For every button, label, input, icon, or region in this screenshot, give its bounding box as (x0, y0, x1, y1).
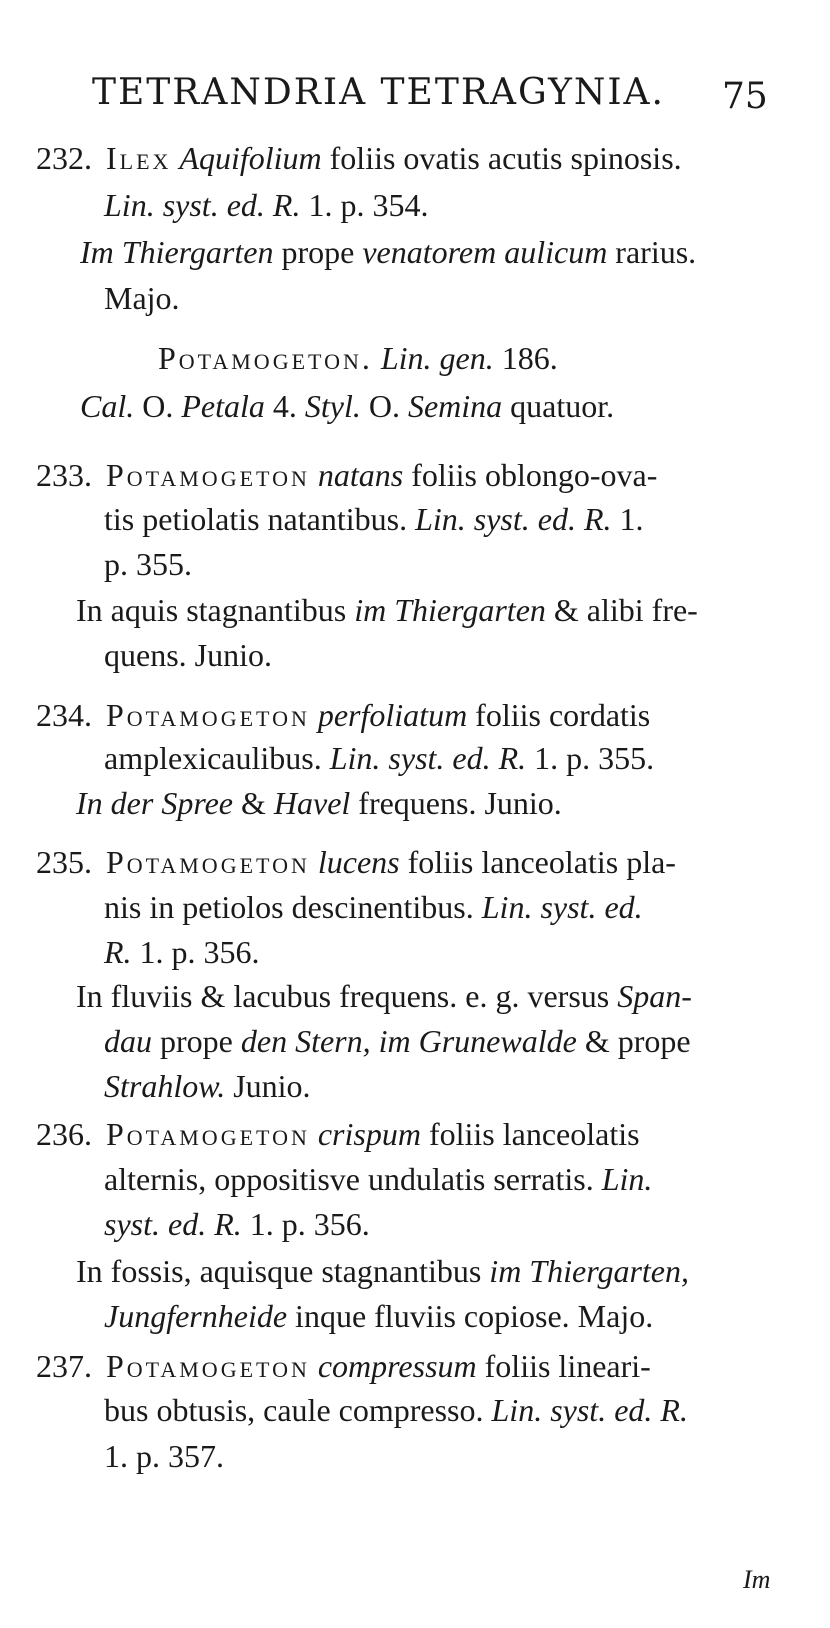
text-segment: rarius. (607, 234, 697, 270)
italic-text: R. (104, 934, 132, 970)
text-segment: alternis, oppositisve undulatis serratis. (104, 1161, 602, 1197)
entry-1-line-1 (80, 386, 614, 426)
italic-text: Lin. (601, 1161, 653, 1197)
italic-text: Lin. syst. ed. R. (104, 187, 301, 223)
entry-4-line-4 (104, 1021, 691, 1061)
italic-text: Im Thiergarten (80, 234, 274, 270)
text-segment: 186. (493, 340, 558, 376)
text-segment: foliis ovatis acutis spinosis. (321, 140, 682, 176)
text-segment: foliis lineari- (476, 1348, 651, 1384)
entry-4-line-2 (104, 932, 260, 972)
italic-text: Jungfernheide (104, 1298, 288, 1334)
entry-number: 236. (36, 1116, 92, 1152)
text-segment (373, 340, 381, 376)
text-segment (310, 1116, 318, 1152)
genus-name: Potamogeton (106, 844, 310, 880)
text-segment: O. (134, 388, 182, 424)
italic-text: Lin. syst. ed. R. (415, 501, 612, 537)
text-segment (310, 457, 318, 493)
text-segment: frequens. Junio. (350, 785, 562, 821)
entry-5-line-3 (76, 1251, 689, 1291)
italic-text: venatorem aulicum (362, 234, 608, 270)
italic-text: im Thiergarten (354, 592, 546, 628)
italic-text: Cal. (80, 388, 135, 424)
entry-5-line-2 (104, 1204, 370, 1244)
text-segment: 1. (611, 501, 644, 537)
entry-5-line-4 (104, 1296, 653, 1336)
entry-3-line-0 (36, 695, 650, 735)
italic-text: Havel (273, 785, 351, 821)
text-segment: Junio. (225, 1068, 311, 1104)
italic-text: Lin. syst. ed. R. (329, 740, 527, 776)
text-segment: 4. (264, 388, 305, 424)
text-segment: quatuor. (502, 388, 615, 424)
italic-text: im Thiergarten, (489, 1253, 689, 1289)
genus-name: Potamogeton (106, 697, 310, 733)
text-segment: 1. p. 357. (104, 1438, 224, 1474)
entry-number: 232. (36, 140, 92, 176)
text-segment: p. 355. (104, 546, 192, 582)
text-segment: foliis lanceolatis pla- (399, 844, 676, 880)
text-segment: 1. p. 356. (241, 1206, 370, 1242)
italic-text: In der Spree (76, 785, 233, 821)
entry-5-line-1 (104, 1159, 652, 1199)
italic-text: Lin. gen. (380, 340, 494, 376)
genus-name: Potamogeton (106, 457, 310, 493)
text-segment: foliis cordatis (467, 697, 651, 733)
entry-0-line-0 (36, 138, 682, 178)
text-segment: quens. Junio. (104, 637, 272, 673)
genus-name: Ilex (106, 140, 172, 176)
text-segment: & prope (576, 1023, 691, 1059)
entry-4-line-5 (104, 1066, 311, 1106)
italic-text: Lin. syst. ed. (481, 889, 643, 925)
entry-0-line-3 (104, 278, 180, 318)
entry-number: 235. (36, 844, 92, 880)
entry-4-line-0 (36, 842, 676, 882)
text-segment: In fluviis & lacubus frequens. e. g. versus (76, 978, 618, 1014)
italic-text: Petala (181, 388, 265, 424)
italic-text: Span- (617, 978, 692, 1014)
entry-3-line-2 (76, 783, 562, 823)
entry-4-line-1 (104, 887, 643, 927)
italic-text: Styl. (304, 388, 361, 424)
italic-text: Lin. syst. ed. R. (491, 1392, 688, 1428)
italic-text: crispum (317, 1116, 421, 1152)
italic-text: Aquifolium (179, 140, 322, 176)
genus-name: Potamogeton (106, 1116, 310, 1152)
italic-text: lucens (317, 844, 400, 880)
text-segment: prope (273, 234, 363, 270)
italic-text: perfoliatum (317, 697, 468, 733)
entry-2-line-1 (104, 499, 644, 539)
entry-4-line-3 (76, 976, 692, 1016)
text-segment: & (232, 785, 274, 821)
text-segment: Majo. (104, 280, 180, 316)
text-segment: In aquis stagnantibus (76, 592, 355, 628)
running-head: TETRANDRIA TETRAGYNIA. (92, 72, 665, 113)
entry-6-line-2 (104, 1436, 224, 1476)
catchword: Im (743, 1565, 771, 1594)
italic-text: Semina (407, 388, 503, 424)
entry-2-line-4 (104, 635, 272, 675)
genus-name: Potamogeton (106, 1348, 310, 1384)
italic-text: natans (317, 457, 404, 493)
italic-text: syst. ed. R. (104, 1206, 242, 1242)
text-segment: amplexicaulibus. (104, 740, 330, 776)
text-segment: O. (360, 388, 408, 424)
text-segment: 1. p. 354. (300, 187, 429, 223)
text-segment: prope (152, 1023, 241, 1059)
entry-1-line-0 (158, 338, 558, 378)
italic-text: compressum (317, 1348, 477, 1384)
entry-0-line-2 (80, 232, 696, 272)
entry-2-line-0 (36, 455, 657, 495)
italic-text: den Stern, im Grunewalde (240, 1023, 577, 1059)
text-segment: 1. p. 356. (131, 934, 260, 970)
entry-6-line-0 (36, 1346, 651, 1386)
text-segment: bus obtusis, caule compresso. (104, 1392, 492, 1428)
text-segment: 1. p. 355. (526, 740, 655, 776)
text-segment: inque fluviis copiose. Majo. (287, 1298, 654, 1334)
text-segment: In fossis, aquisque stagnantibus (76, 1253, 490, 1289)
text-segment: foliis oblongo-ova- (403, 457, 658, 493)
text-segment (310, 1348, 318, 1384)
entry-number: 237. (36, 1348, 92, 1384)
entry-2-line-2 (104, 544, 192, 584)
text-segment: nis in petiolos descinentibus. (104, 889, 482, 925)
entry-number: 234. (36, 697, 92, 733)
text-segment (310, 844, 318, 880)
italic-text: Strahlow. (104, 1068, 226, 1104)
text-segment: & alibi fre- (545, 592, 698, 628)
entry-0-line-1 (104, 185, 428, 225)
text-segment: foliis lanceolatis (420, 1116, 640, 1152)
text-segment (310, 697, 318, 733)
page-number: 75 (722, 76, 768, 117)
entry-5-line-0 (36, 1114, 640, 1154)
entry-6-line-1 (104, 1390, 688, 1430)
text-segment: tis petiolatis natantibus. (104, 501, 416, 537)
genus-name: Potamogeton. (158, 340, 373, 376)
italic-text: dau (104, 1023, 152, 1059)
entry-3-line-1 (104, 738, 654, 778)
entry-2-line-3 (76, 590, 698, 630)
entry-number: 233. (36, 457, 92, 493)
